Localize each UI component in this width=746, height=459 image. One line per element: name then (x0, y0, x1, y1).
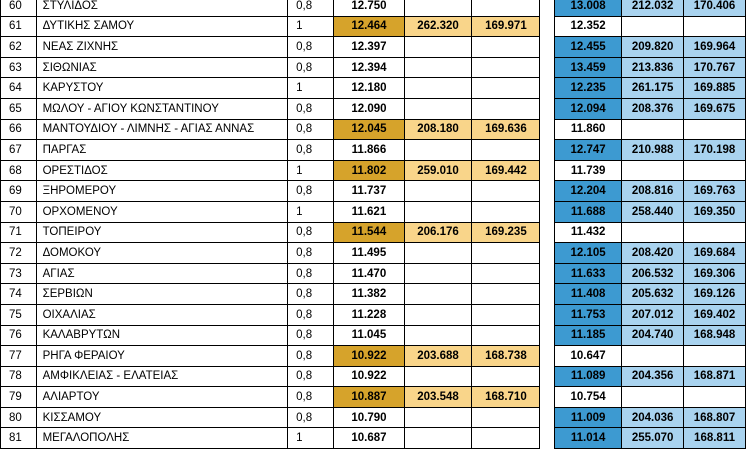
value-b (404, 98, 472, 119)
row-number: 66 (1, 119, 37, 140)
coefficient: 0,8 (288, 304, 334, 325)
value-f (684, 119, 746, 140)
column-gap (540, 98, 555, 119)
value-f: 169.885 (684, 78, 746, 99)
coefficient: 0,8 (288, 325, 334, 346)
value-c (472, 304, 540, 325)
table-row (1, 181, 746, 202)
column-gap (540, 346, 555, 367)
coefficient: 1 (288, 428, 334, 449)
value-f: 169.402 (684, 304, 746, 325)
value-c (472, 428, 540, 449)
row-number: 68 (1, 160, 37, 181)
municipality-name: ΟΙΧΑΛΙΑΣ (36, 304, 288, 325)
column-gap (540, 57, 555, 78)
value-d: 12.747 (555, 140, 622, 161)
coefficient: 0,8 (288, 37, 334, 58)
row-number: 75 (1, 304, 37, 325)
municipality-name: ΚΑΡΥΣΤΟΥ (36, 78, 288, 99)
table-row (1, 387, 746, 408)
row-number: 69 (1, 181, 37, 202)
base-value: 12.464 (334, 16, 404, 37)
base-value: 11.045 (334, 325, 404, 346)
table-row (1, 428, 746, 449)
value-e: 206.532 (622, 263, 684, 284)
value-c (472, 78, 540, 99)
municipality-name: ΣΕΡΒΙΩΝ (36, 284, 288, 305)
column-gap (540, 119, 555, 140)
value-b (404, 428, 472, 449)
coefficient: 0,8 (288, 284, 334, 305)
value-b (404, 325, 472, 346)
coefficient: 1 (288, 16, 334, 37)
value-c: 169.636 (472, 119, 540, 140)
value-c (472, 366, 540, 387)
municipality-name: ΑΜΦΙΚΛΕΙΑΣ - ΕΛΑΤΕΙΑΣ (36, 366, 288, 387)
value-d: 11.185 (555, 325, 622, 346)
value-c (472, 407, 540, 428)
value-f: 169.684 (684, 243, 746, 264)
value-e: 208.376 (622, 98, 684, 119)
value-b (404, 263, 472, 284)
value-f: 169.763 (684, 181, 746, 202)
column-gap (540, 160, 555, 181)
row-number: 74 (1, 284, 37, 305)
value-e: 261.175 (622, 78, 684, 99)
value-e (622, 387, 684, 408)
base-value: 12.394 (334, 57, 404, 78)
value-f (684, 16, 746, 37)
value-f: 169.675 (684, 98, 746, 119)
table-row (1, 160, 746, 181)
municipality-name: ΠΑΡΓΑΣ (36, 140, 288, 161)
row-number: 77 (1, 346, 37, 367)
municipality-name: ΣΤΥΛΙΔΟΣ (36, 0, 288, 16)
column-gap (540, 284, 555, 305)
column-gap (540, 366, 555, 387)
table-row (1, 407, 746, 428)
base-value: 11.866 (334, 140, 404, 161)
value-f: 168.948 (684, 325, 746, 346)
column-gap (540, 78, 555, 99)
coefficient: 0,8 (288, 222, 334, 243)
row-number: 70 (1, 201, 37, 222)
table-row (1, 304, 746, 325)
value-d: 11.089 (555, 366, 622, 387)
value-d: 10.754 (555, 387, 622, 408)
base-value: 11.470 (334, 263, 404, 284)
value-e (622, 16, 684, 37)
value-f: 169.964 (684, 37, 746, 58)
value-d: 12.352 (555, 16, 622, 37)
value-e: 205.632 (622, 284, 684, 305)
municipality-name: ΑΓΙΑΣ (36, 263, 288, 284)
value-e: 255.070 (622, 428, 684, 449)
column-gap (540, 0, 555, 16)
row-number: 63 (1, 57, 37, 78)
municipality-name: ΤΟΠΕΙΡΟΥ (36, 222, 288, 243)
value-d: 12.105 (555, 243, 622, 264)
value-f: 170.406 (684, 0, 746, 16)
value-b (404, 37, 472, 58)
value-d: 11.633 (555, 263, 622, 284)
base-value: 11.382 (334, 284, 404, 305)
value-b (404, 0, 472, 16)
base-value: 12.397 (334, 37, 404, 58)
value-d: 12.235 (555, 78, 622, 99)
value-e: 208.816 (622, 181, 684, 202)
coefficient: 1 (288, 78, 334, 99)
table-row (1, 263, 746, 284)
municipality-name: ΟΡΕΣΤΙΔΟΣ (36, 160, 288, 181)
value-b (404, 304, 472, 325)
value-f: 170.767 (684, 57, 746, 78)
value-b (404, 181, 472, 202)
value-c (472, 57, 540, 78)
base-value: 11.544 (334, 222, 404, 243)
value-f: 169.126 (684, 284, 746, 305)
value-f: 168.811 (684, 428, 746, 449)
base-value: 12.180 (334, 78, 404, 99)
value-c (472, 98, 540, 119)
value-c (472, 325, 540, 346)
base-value: 11.228 (334, 304, 404, 325)
column-gap (540, 304, 555, 325)
value-b: 208.180 (404, 119, 472, 140)
column-gap (540, 222, 555, 243)
value-f: 169.350 (684, 201, 746, 222)
municipality-name: ΡΗΓΑ ΦΕΡΑΙΟΥ (36, 346, 288, 367)
column-gap (540, 325, 555, 346)
table-row (1, 119, 746, 140)
value-c: 169.235 (472, 222, 540, 243)
value-e: 258.440 (622, 201, 684, 222)
base-value: 12.090 (334, 98, 404, 119)
row-number: 62 (1, 37, 37, 58)
value-f (684, 160, 746, 181)
column-gap (540, 16, 555, 37)
value-e: 207.012 (622, 304, 684, 325)
value-b (404, 243, 472, 264)
value-b: 206.176 (404, 222, 472, 243)
value-c (472, 263, 540, 284)
municipality-name: ΣΙΘΩΝΙΑΣ (36, 57, 288, 78)
municipality-name: ΜΑΝΤΟΥΔΙΟΥ - ΛΙΜΝΗΣ - ΑΓΙΑΣ ΑΝΝΑΣ (36, 119, 288, 140)
table-body (1, 0, 746, 449)
table-row (1, 366, 746, 387)
value-b (404, 140, 472, 161)
row-number: 64 (1, 78, 37, 99)
value-d: 11.739 (555, 160, 622, 181)
base-value: 10.922 (334, 346, 404, 367)
municipality-name: ΑΛΙΑΡΤΟΥ (36, 387, 288, 408)
table-row (1, 140, 746, 161)
table-row (1, 201, 746, 222)
table-row (1, 98, 746, 119)
value-d: 12.094 (555, 98, 622, 119)
value-f: 168.871 (684, 366, 746, 387)
column-gap (540, 243, 555, 264)
municipality-name: ΞΗΡΟΜΕΡΟΥ (36, 181, 288, 202)
value-c: 168.710 (472, 387, 540, 408)
table-row (1, 243, 746, 264)
base-value: 10.790 (334, 407, 404, 428)
municipality-name: ΟΡΧΟΜΕΝΟΥ (36, 201, 288, 222)
table-row (1, 325, 746, 346)
municipality-name: ΜΕΓΑΛΟΠΟΛΗΣ (36, 428, 288, 449)
base-value: 11.495 (334, 243, 404, 264)
coefficient: 0,8 (288, 140, 334, 161)
coefficient: 0,8 (288, 181, 334, 202)
column-gap (540, 181, 555, 202)
coefficient: 0,8 (288, 366, 334, 387)
value-e: 213.836 (622, 57, 684, 78)
value-e: 212.032 (622, 0, 684, 16)
value-c: 169.971 (472, 16, 540, 37)
value-f (684, 222, 746, 243)
coefficient: 0,8 (288, 387, 334, 408)
value-f: 168.807 (684, 407, 746, 428)
value-d: 11.014 (555, 428, 622, 449)
row-number: 61 (1, 16, 37, 37)
value-d: 10.647 (555, 346, 622, 367)
value-e (622, 222, 684, 243)
value-b (404, 57, 472, 78)
column-gap (540, 263, 555, 284)
municipality-name: ΚΑΛΑΒΡΥΤΩΝ (36, 325, 288, 346)
coefficient: 0,8 (288, 98, 334, 119)
coefficient: 0,8 (288, 0, 334, 16)
value-e: 204.356 (622, 366, 684, 387)
value-e (622, 119, 684, 140)
table-row (1, 16, 746, 37)
value-d: 11.688 (555, 201, 622, 222)
base-value: 10.887 (334, 387, 404, 408)
row-number: 71 (1, 222, 37, 243)
coefficient: 0,8 (288, 407, 334, 428)
value-e: 204.740 (622, 325, 684, 346)
value-c (472, 140, 540, 161)
column-gap (540, 387, 555, 408)
value-b: 262.320 (404, 16, 472, 37)
row-number: 67 (1, 140, 37, 161)
coefficient: 0,8 (288, 57, 334, 78)
value-c: 168.738 (472, 346, 540, 367)
value-e (622, 346, 684, 367)
value-b: 259.010 (404, 160, 472, 181)
table-row (1, 222, 746, 243)
value-b: 203.688 (404, 346, 472, 367)
value-c (472, 181, 540, 202)
coefficient: 0,8 (288, 119, 334, 140)
value-e: 209.820 (622, 37, 684, 58)
coefficient: 1 (288, 201, 334, 222)
base-value: 11.621 (334, 201, 404, 222)
value-d: 11.009 (555, 407, 622, 428)
value-d: 11.753 (555, 304, 622, 325)
row-number: 65 (1, 98, 37, 119)
table-row (1, 346, 746, 367)
value-f (684, 387, 746, 408)
value-c (472, 0, 540, 16)
row-number: 60 (1, 0, 37, 16)
coefficient: 1 (288, 160, 334, 181)
row-number: 73 (1, 263, 37, 284)
column-gap (540, 201, 555, 222)
table-row (1, 57, 746, 78)
value-e: 208.420 (622, 243, 684, 264)
municipality-name: ΔΟΜΟΚΟΥ (36, 243, 288, 264)
base-value: 12.045 (334, 119, 404, 140)
column-gap (540, 428, 555, 449)
column-gap (540, 37, 555, 58)
value-e: 210.988 (622, 140, 684, 161)
table-row (1, 37, 746, 58)
value-c: 169.442 (472, 160, 540, 181)
municipality-name: ΜΩΛΟΥ - ΑΓΙΟΥ ΚΩΝΣΤΑΝΤΙΝΟΥ (36, 98, 288, 119)
row-number: 72 (1, 243, 37, 264)
base-value: 12.750 (334, 0, 404, 16)
value-d: 11.432 (555, 222, 622, 243)
row-number: 78 (1, 366, 37, 387)
value-b (404, 284, 472, 305)
column-gap (540, 140, 555, 161)
table-row (1, 284, 746, 305)
value-b (404, 366, 472, 387)
table-row (1, 0, 746, 16)
value-f (684, 346, 746, 367)
value-d: 11.860 (555, 119, 622, 140)
row-number: 76 (1, 325, 37, 346)
row-number: 79 (1, 387, 37, 408)
municipality-name: ΔΥΤΙΚΗΣ ΣΑΜΟΥ (36, 16, 288, 37)
value-d: 13.459 (555, 57, 622, 78)
municipality-name: ΝΕΑΣ ΖΙΧΝΗΣ (36, 37, 288, 58)
value-f: 170.198 (684, 140, 746, 161)
coefficient: 0,8 (288, 346, 334, 367)
municipality-name: ΚΙΣΣΑΜΟΥ (36, 407, 288, 428)
row-number: 81 (1, 428, 37, 449)
coefficient: 0,8 (288, 243, 334, 264)
value-d: 13.008 (555, 0, 622, 16)
value-b (404, 201, 472, 222)
value-b: 203.548 (404, 387, 472, 408)
column-gap (540, 407, 555, 428)
value-e (622, 160, 684, 181)
coefficient: 0,8 (288, 263, 334, 284)
value-c (472, 201, 540, 222)
base-value: 11.802 (334, 160, 404, 181)
value-c (472, 284, 540, 305)
value-c (472, 37, 540, 58)
value-f: 169.306 (684, 263, 746, 284)
value-d: 11.408 (555, 284, 622, 305)
value-b (404, 78, 472, 99)
value-e: 204.036 (622, 407, 684, 428)
base-value: 10.687 (334, 428, 404, 449)
value-b (404, 407, 472, 428)
row-number: 80 (1, 407, 37, 428)
value-d: 12.455 (555, 37, 622, 58)
table-row (1, 78, 746, 99)
base-value: 11.737 (334, 181, 404, 202)
value-d: 12.204 (555, 181, 622, 202)
value-c (472, 243, 540, 264)
base-value: 10.922 (334, 366, 404, 387)
